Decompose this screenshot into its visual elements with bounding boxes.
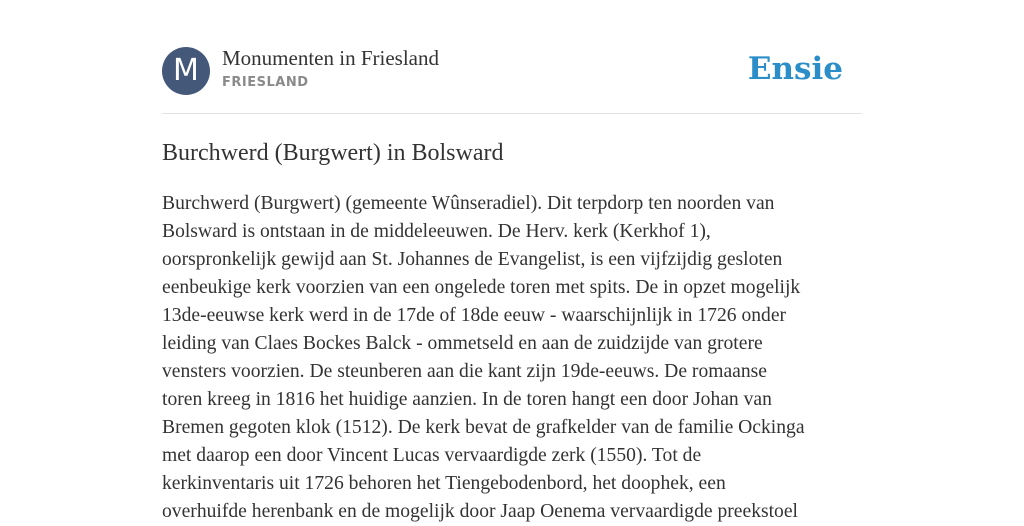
collection-avatar[interactable] bbox=[162, 47, 210, 95]
body-line: Bremen gegoten klok (1512). De kerk bevat de grafkelder van de familie Ockinga bbox=[162, 417, 805, 438]
body-line: met daarop een door Vincent Lucas vervaardigde zerk (1550). Tot de bbox=[162, 445, 702, 466]
ensie-logo[interactable]: Ensie bbox=[747, 51, 843, 87]
body-line: leiding van Claes Bockes Balck - ommetseld en aan de zuidzijde van grotere bbox=[162, 333, 763, 354]
body-line: vensters voorzien. De steunberen aan die kant zijn 19de-eeuws. De romaanse bbox=[162, 361, 767, 382]
card-header bbox=[162, 0, 862, 114]
body-line: overhuifde herenbank en de mogelijk door Jaap Oenema vervaardigde preekstoel bbox=[162, 501, 798, 522]
entry-body bbox=[162, 190, 862, 526]
body-line: eenbeukige kerk voorzien van een ongelede toren met spits. De in opzet mogelijk bbox=[162, 277, 801, 298]
body-line: Bolsward is ontstaan in de middeleeuwen. De Herv. kerk (Kerkhof 1), bbox=[162, 221, 711, 242]
avatar-letter: M bbox=[173, 53, 199, 88]
body-line: Burchwerd (Burgwert) (gemeente Wûnseradiel). Dit terpdorp ten noorden van bbox=[162, 193, 775, 214]
entry-title: Burchwerd (Burgwert) in Bolsward bbox=[162, 140, 504, 166]
body-line: kerkinventaris uit 1726 behoren het Tiengebodenbord, het doophek, een bbox=[162, 473, 726, 494]
body-line: 13de-eeuwse kerk werd in de 17de of 18de eeuw - waarschijnlijk in 1726 onder bbox=[162, 305, 787, 326]
collection-subtitle: FRIESLAND bbox=[222, 75, 309, 90]
body-line: oorspronkelijk gewijd aan St. Johannes de Evangelist, is een vijfzijdig gesloten bbox=[162, 249, 783, 270]
entry-card bbox=[162, 0, 862, 522]
body-line: toren kreeg in 1816 het huidige aanzien. In de toren hangt een door Johan van bbox=[162, 389, 772, 410]
collection-title[interactable]: Monumenten in Friesland bbox=[222, 46, 439, 70]
